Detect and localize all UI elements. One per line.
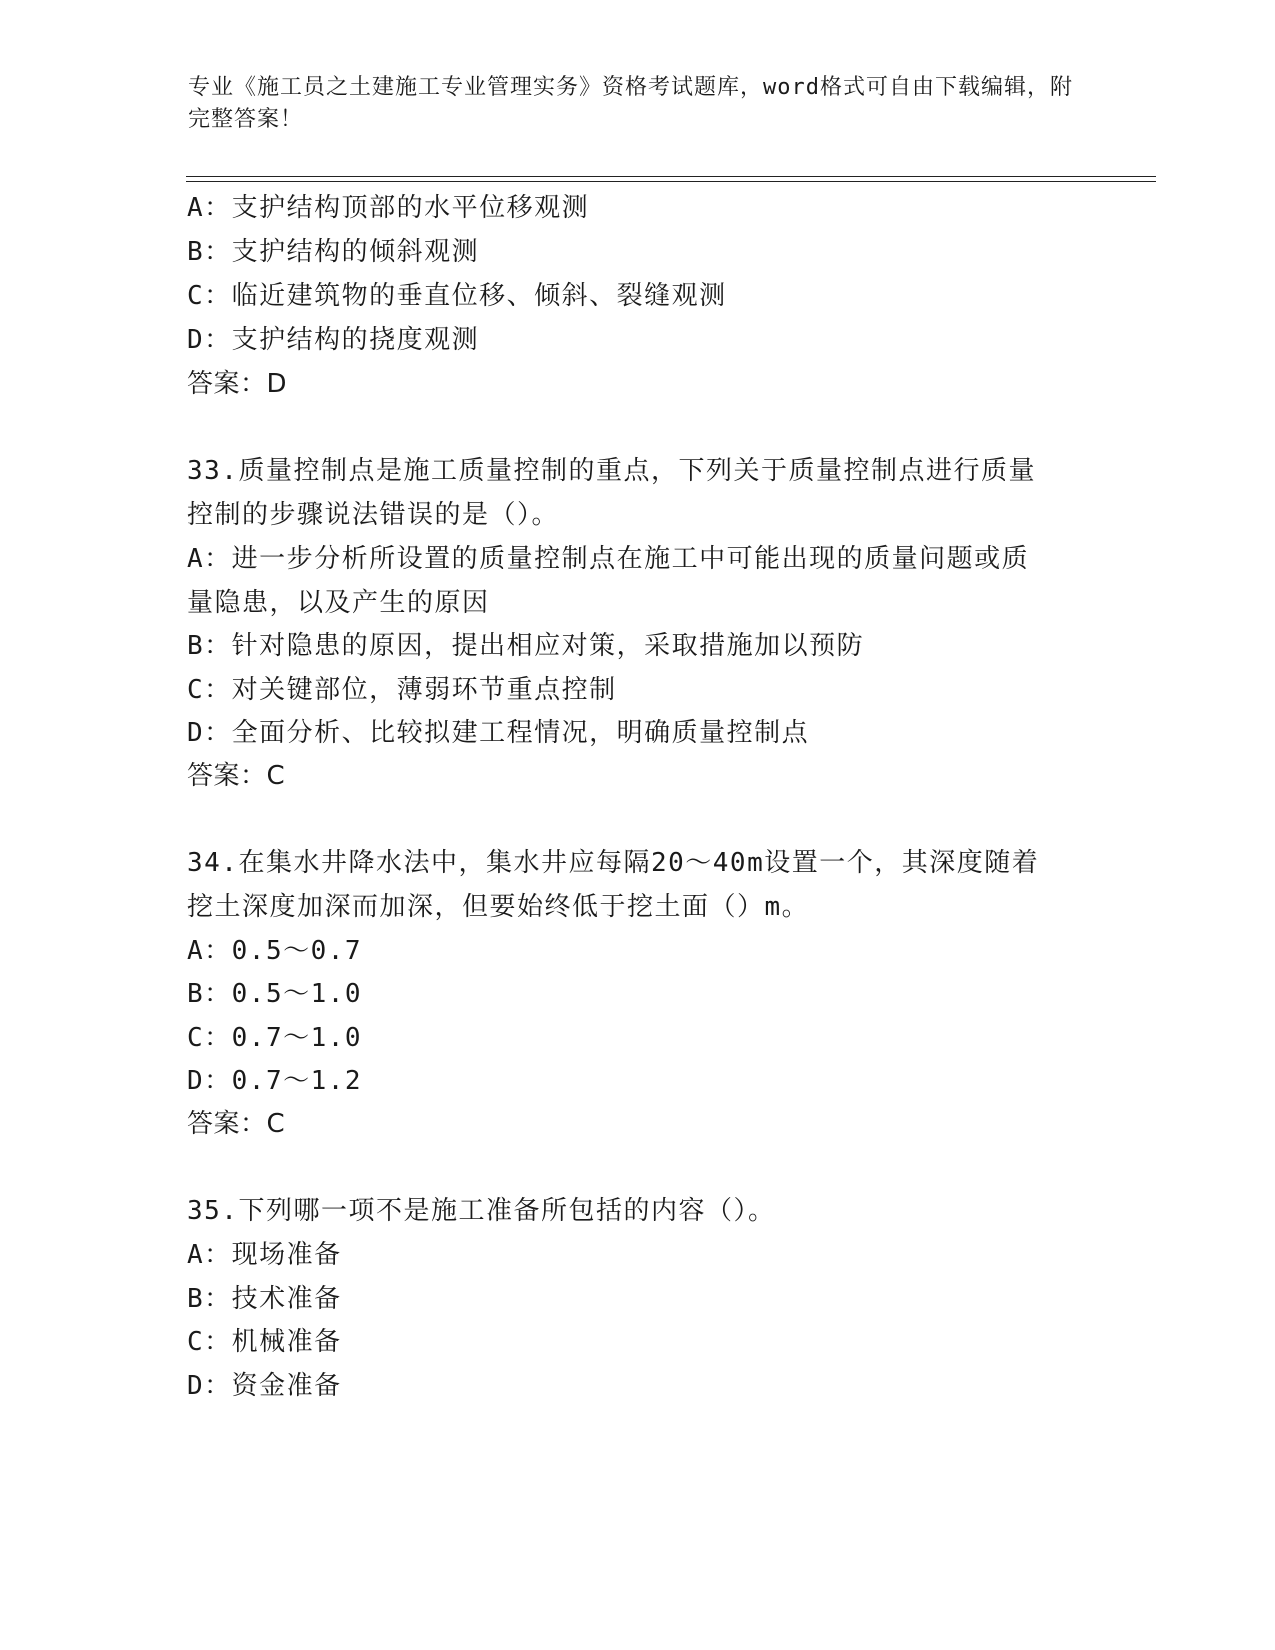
q33-option-d: D：全面分析、比较拟建工程情况，明确质量控制点 bbox=[187, 718, 810, 748]
q33-option-a-line-1: A：进一步分析所设置的质量控制点在施工中可能出现的质量问题或质 bbox=[187, 544, 1030, 574]
header-divider-top bbox=[186, 176, 1156, 177]
q33-stem-line-1: 33.质量控制点是施工质量控制的重点，下列关于质量控制点进行质量 bbox=[187, 456, 1036, 486]
q34-option-b: B：0.5～1.0 bbox=[187, 979, 363, 1009]
q35-option-d: D：资金准备 bbox=[187, 1371, 342, 1401]
q32-answer: 答案：D bbox=[187, 369, 288, 399]
q34-option-c: C：0.7～1.0 bbox=[187, 1023, 363, 1053]
q33-option-c: C：对关键部位，薄弱环节重点控制 bbox=[187, 675, 617, 705]
header-divider-bottom bbox=[186, 181, 1156, 182]
q33-stem-line-2: 控制的步骤说法错误的是（）。 bbox=[187, 500, 560, 530]
q32-option-d: D：支护结构的挠度观测 bbox=[187, 325, 480, 355]
q34-option-d: D：0.7～1.2 bbox=[187, 1066, 363, 1096]
q34-option-a: A：0.5～0.7 bbox=[187, 936, 363, 966]
q32-option-b: B：支护结构的倾斜观测 bbox=[187, 237, 480, 267]
q35-option-a: A：现场准备 bbox=[187, 1240, 342, 1270]
q35-stem: 35.下列哪一项不是施工准备所包括的内容（）。 bbox=[187, 1196, 776, 1226]
document-header: 专业《施工员之土建施工专业管理实务》资格考试题库，word格式可自由下载编辑，附完整答案！ bbox=[188, 75, 1073, 132]
q34-stem-line-2: 挖土深度加深而加深，但要始终低于挖土面（）m。 bbox=[187, 892, 810, 922]
q35-option-b: B：技术准备 bbox=[187, 1284, 342, 1314]
q34-stem-line-1: 34.在集水井降水法中，集水井应每隔20～40m设置一个，其深度随着 bbox=[187, 848, 1040, 878]
q32-option-c: C：临近建筑物的垂直位移、倾斜、裂缝观测 bbox=[187, 281, 727, 311]
q33-option-b: B：针对隐患的原因，提出相应对策，采取措施加以预防 bbox=[187, 631, 865, 661]
q33-option-a-line-2: 量隐患，以及产生的原因 bbox=[187, 588, 490, 618]
q34-answer: 答案：C bbox=[187, 1109, 286, 1139]
q33-answer: 答案：C bbox=[187, 761, 286, 791]
q32-option-a: A：支护结构顶部的水平位移观测 bbox=[187, 193, 590, 223]
q35-option-c: C：机械准备 bbox=[187, 1327, 342, 1357]
